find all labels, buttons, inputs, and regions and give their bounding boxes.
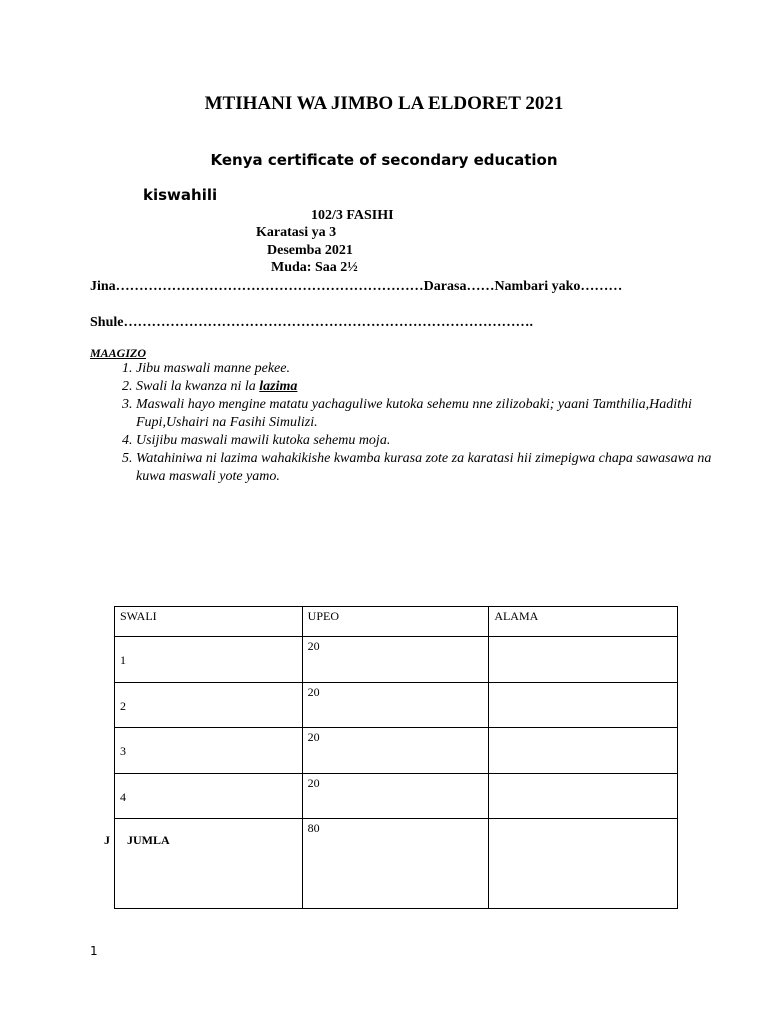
instructions-list: [90, 360, 736, 486]
instruction-text: Swali la kwanza ni la: [136, 379, 260, 394]
swali-cell: 1: [115, 637, 303, 683]
table-row: [115, 637, 678, 683]
exam-duration: Muda: Saa 2½: [271, 260, 358, 275]
swali-cell: 4: [115, 774, 303, 819]
exam-date: Desemba 2021: [267, 243, 353, 258]
header-alama: ALAMA: [489, 607, 678, 637]
exam-title: MTIHANI WA JIMBO LA ELDORET 2021: [204, 93, 564, 114]
table-row: [115, 774, 678, 819]
alama-cell[interactable]: [489, 637, 678, 683]
instruction-item: [136, 378, 736, 396]
instructions-heading: MAAGIZO: [90, 346, 147, 360]
instruction-item: [136, 432, 736, 450]
instruction-item: [136, 396, 736, 432]
exam-subtitle: Kenya certificate of secondary education: [210, 151, 558, 169]
upeo-cell: 20: [302, 683, 489, 728]
header-upeo: UPEO: [302, 607, 489, 637]
paper-number: Karatasi ya 3: [256, 225, 337, 240]
school-line: Shule…………………………………………………………………………….: [90, 315, 533, 330]
name-class-number-line: Jina…………………………………………………………Darasa……Nambari yako………: [90, 279, 623, 294]
table-row: [115, 728, 678, 774]
side-letter: J: [104, 833, 110, 847]
alama-cell[interactable]: [489, 728, 678, 774]
table-header-row: [115, 607, 678, 637]
total-alama[interactable]: [489, 819, 678, 909]
total-label: JUMLA: [115, 819, 303, 909]
swali-cell: 2: [115, 683, 303, 728]
alama-cell[interactable]: [489, 683, 678, 728]
instruction-item: [136, 360, 736, 378]
marks-table: [114, 606, 678, 909]
alama-cell[interactable]: [489, 774, 678, 819]
header-swali: SWALI: [115, 607, 303, 637]
instruction-text: Watahiniwa ni lazima wahakikishe kwamba kurasa zote za karatasi hii zimepigwa chapa sawasawa na kuwa maswali yote yamo.: [136, 451, 712, 484]
upeo-cell: 20: [302, 637, 489, 683]
instruction-text: Usijibu maswali mawili kutoka sehemu moja.: [136, 433, 391, 448]
instruction-emphasis: lazima: [259, 379, 298, 394]
total-upeo: 80: [302, 819, 489, 909]
instruction-item: [136, 450, 736, 486]
paper-code: 102/3 FASIHI: [311, 208, 394, 223]
instruction-text: Maswali hayo mengine matatu yachaguliwe kutoka sehemu nne zilizobaki; yaani Tamthilia,Hadithi Fupi,Ushairi na Fasihi Simulizi.: [136, 397, 692, 430]
instruction-text: Jibu maswali manne pekee.: [136, 361, 290, 376]
page-number: 1: [90, 944, 98, 958]
upeo-cell: 20: [302, 728, 489, 774]
swali-cell: 3: [115, 728, 303, 774]
subject-name: kiswahili: [143, 186, 218, 204]
table-total-row: [115, 819, 678, 909]
upeo-cell: 20: [302, 774, 489, 819]
table-row: [115, 683, 678, 728]
